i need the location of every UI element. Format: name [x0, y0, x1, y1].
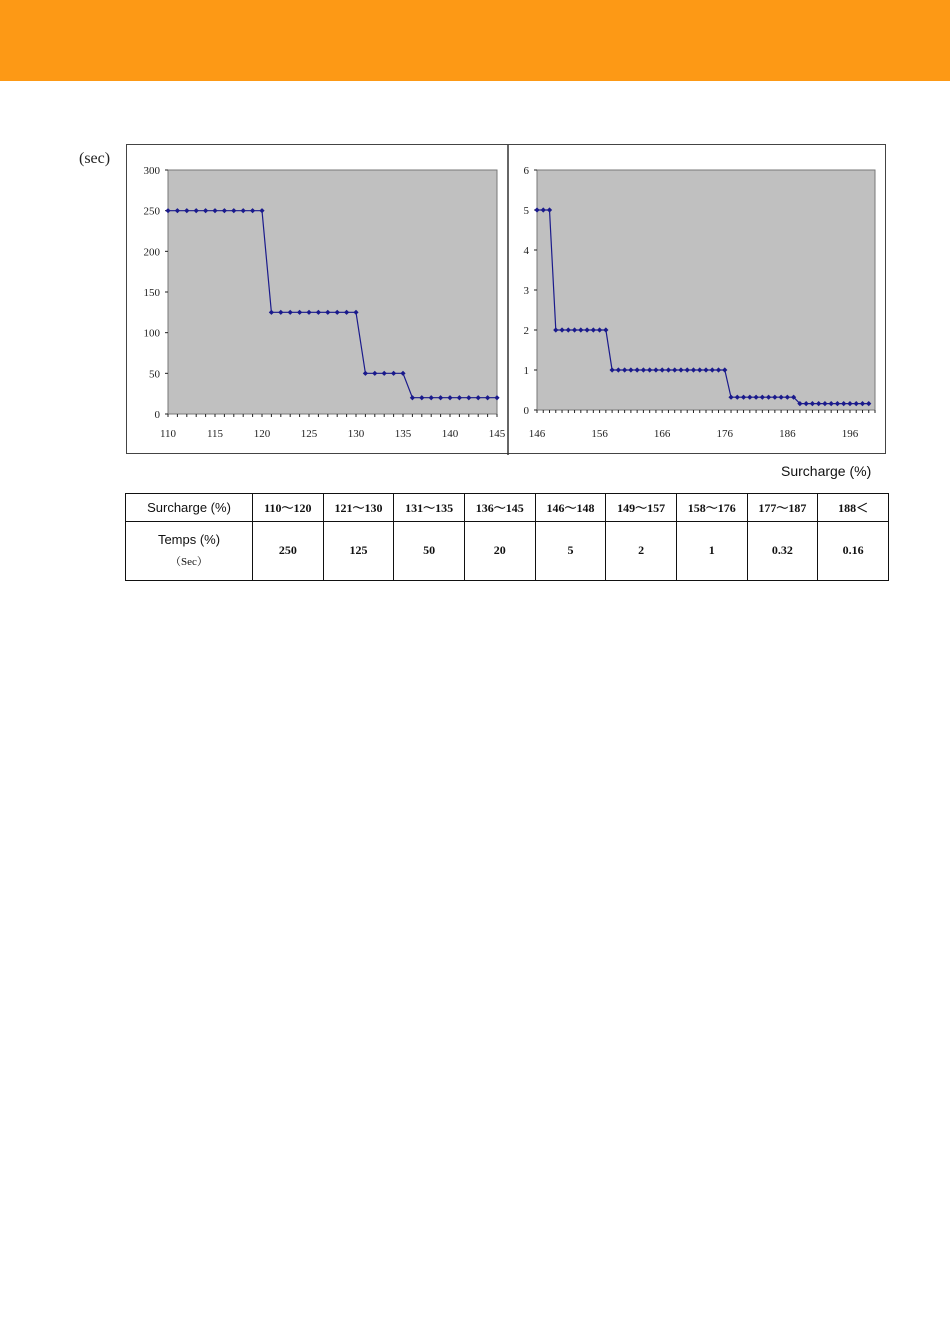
charts-svg — [127, 145, 887, 455]
left-y-tick-label: 50 — [149, 368, 160, 381]
right-plot-area — [537, 170, 875, 410]
table-cell-range: 110～120 — [253, 494, 324, 522]
table-cell-value: 50 — [394, 521, 465, 580]
left-y-tick-label: 300 — [143, 165, 160, 177]
table-row-temps — [126, 521, 889, 580]
table-cell-range: 149～157 — [606, 494, 677, 522]
table-cell-value: 5 — [535, 521, 606, 580]
table-cell-range: 136～145 — [464, 494, 535, 522]
table-cell-range: 146～148 — [535, 494, 606, 522]
surcharge-table — [125, 493, 889, 581]
left-x-tick-label: 110 — [159, 428, 177, 440]
right-x-tick-label: 146 — [528, 428, 546, 440]
right-y-tick-label: 1 — [523, 365, 529, 377]
header-band — [0, 0, 950, 81]
table-cell-value: 250 — [253, 521, 324, 580]
left-y-tick-label: 0 — [154, 409, 160, 421]
left-x-tick-label: 145 — [488, 428, 506, 440]
table-cell-range: 131～135 — [394, 494, 465, 522]
right-y-tick-label: 0 — [523, 405, 529, 417]
table-cell-range: 158～176 — [676, 494, 747, 522]
table-row-surcharge — [126, 494, 889, 522]
right-x-tick-label: 156 — [591, 428, 608, 440]
left-y-tick-label: 100 — [143, 327, 160, 340]
table-header-temps-unit: （Sec） — [170, 556, 208, 569]
table-cell-value: 0.16 — [818, 521, 889, 580]
table-cell-range: 121～130 — [323, 494, 394, 522]
x-axis-caption: Surcharge (%) — [781, 463, 872, 479]
left-x-tick-label: 115 — [206, 428, 224, 440]
left-y-tick-label: 200 — [143, 246, 160, 259]
left-y-tick-label: 250 — [143, 205, 160, 218]
right-y-tick-label: 5 — [523, 205, 529, 217]
table-cell-value: 0.32 — [747, 521, 818, 580]
table-cell-value: 1 — [676, 521, 747, 580]
left-x-tick-label: 130 — [347, 428, 365, 440]
table-cell-range: 177～187 — [747, 494, 818, 522]
left-y-tick-label: 150 — [143, 287, 160, 299]
left-x-tick-label: 140 — [441, 428, 459, 440]
left-x-tick-label: 120 — [253, 428, 271, 440]
left-x-tick-label: 125 — [300, 428, 318, 440]
right-x-tick-label: 176 — [716, 428, 734, 440]
right-x-tick-label: 166 — [653, 428, 671, 440]
right-x-tick-label: 186 — [779, 428, 796, 440]
table-header-temps-label: Temps (%) — [157, 532, 221, 548]
right-y-tick-label: 4 — [523, 245, 529, 257]
right-y-tick-label: 2 — [523, 325, 529, 337]
right-y-tick-label: 6 — [523, 165, 529, 177]
table-cell-value: 20 — [464, 521, 535, 580]
table-cell-value: 125 — [323, 521, 394, 580]
y-axis-unit-label: (sec) — [79, 150, 111, 167]
right-x-tick-label: 196 — [841, 428, 859, 440]
left-x-tick-label: 135 — [394, 428, 412, 440]
table-header-surcharge: Surcharge (%) — [126, 494, 253, 522]
charts-frame — [126, 144, 886, 454]
table-header-temps — [126, 521, 253, 580]
table-cell-value: 2 — [606, 521, 677, 580]
right-y-tick-label: 3 — [523, 285, 529, 297]
left-plot-area — [168, 170, 497, 414]
table-cell-range: 188＜ — [818, 494, 889, 522]
